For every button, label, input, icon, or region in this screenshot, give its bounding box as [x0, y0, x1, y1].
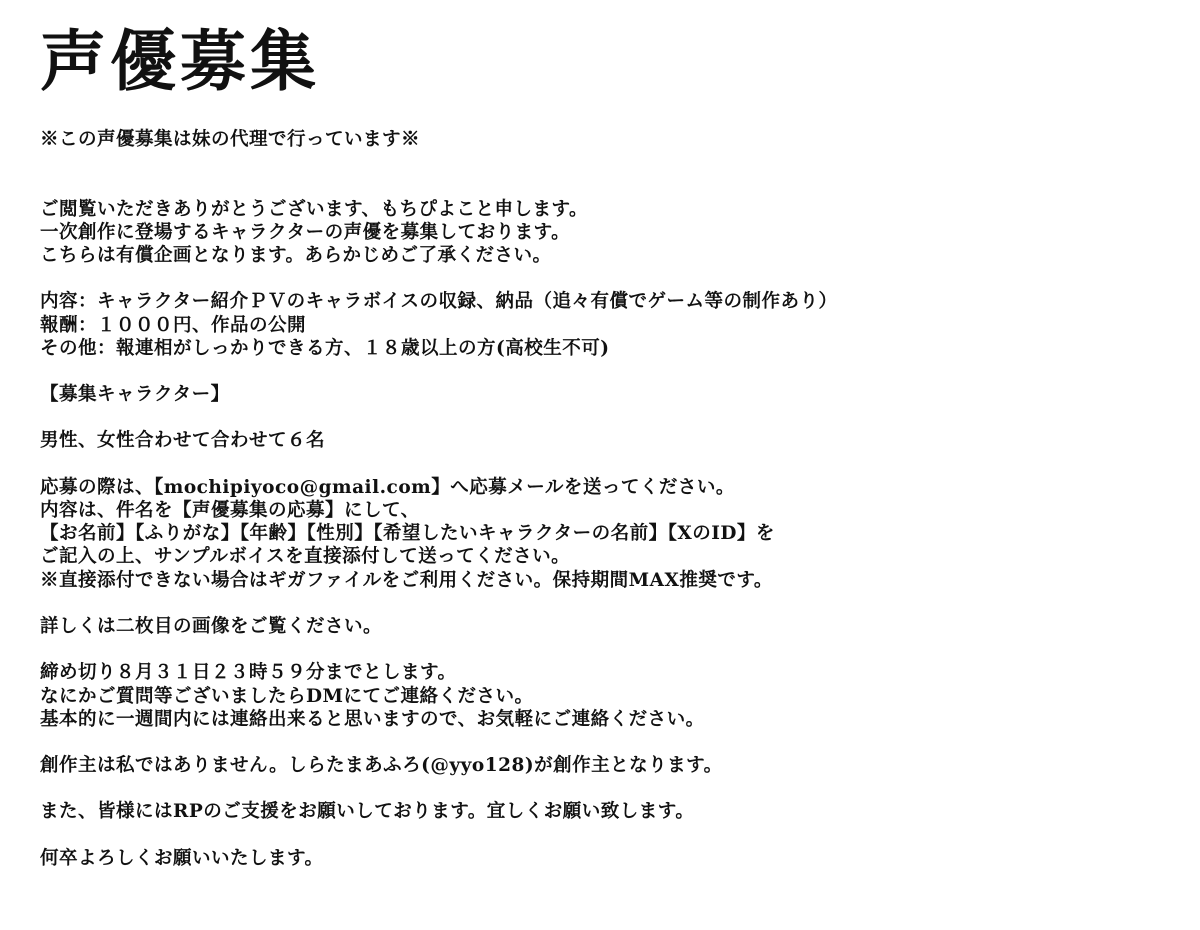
- document-body: [40, 128, 1180, 870]
- text-line: ご閲覧いただきありがとうございます、もちぴよこと申します。: [40, 198, 589, 220]
- blank-line: [40, 406, 1180, 429]
- blank-line: [40, 453, 1180, 476]
- blank-line: [40, 174, 1180, 197]
- blank-line: [40, 151, 1180, 174]
- text-line: 内容：キャラクター紹介ＰＶのキャラボイスの収録、納品（追々有償でゲーム等の制作あり）: [40, 291, 838, 313]
- document-title: 声優募集: [40, 22, 320, 100]
- text-line: ご記入の上、サンプルボイスを直接添付して送ってください。: [40, 546, 571, 568]
- blank-line: [40, 731, 1180, 754]
- text-line: その他：報連相がしっかりできる方、１８歳以上の方(高校生不可): [40, 337, 610, 359]
- text-line: なにかご質問等ございましたらDMにてご連絡ください。: [40, 685, 534, 707]
- text-line: ※この声優募集は妹の代理で行っています※: [40, 129, 421, 150]
- text-line: 締め切り８月３１日２３時５９分までとします。: [40, 662, 457, 684]
- text-line: 詳しくは二枚目の画像をご覧ください。: [40, 615, 383, 637]
- blank-line: [40, 777, 1180, 800]
- text-line: 【募集キャラクター】: [40, 384, 230, 406]
- blank-line: [40, 824, 1180, 847]
- text-line: 【お名前】【ふりがな】【年齢】【性別】【希望したいキャラクターの名前】【XのID】を: [40, 523, 775, 545]
- text-line: 基本的に一週間内には連絡出来ると思いますので、お気軽にご連絡ください。: [40, 708, 705, 730]
- text-line: 報酬：１０００円、作品の公開: [40, 314, 307, 336]
- text-line: 男性、女性合わせて合わせて６名: [40, 430, 326, 452]
- text-line: ※直接添付できない場合はギガファイルをご利用ください。保持期間MAX推奨です。: [40, 569, 773, 591]
- text-line: 何卒よろしくお願いいたします。: [40, 847, 324, 869]
- blank-line: [40, 592, 1180, 615]
- blank-line: [40, 360, 1180, 383]
- blank-line: [40, 638, 1180, 661]
- text-line: 内容は、件名を【声優募集の応募】にして、: [40, 500, 420, 521]
- text-line: 創作主は私ではありません。しらたまあふろ(@yyo128)が創作主となります。: [40, 755, 723, 777]
- text-line: 応募の際は、【mochipiyoco@gmail.com】へ応募メールを送ってください。: [40, 476, 735, 498]
- text-line: 一次創作に登場するキャラクターの声優を募集しております。: [40, 221, 571, 243]
- text-line: こちらは有償企画となります。あらかじめご了承ください。: [40, 244, 552, 266]
- text-line: また、皆様にはRPのご支援をお願いしております。宜しくお願い致します。: [40, 801, 695, 823]
- blank-line: [40, 267, 1180, 290]
